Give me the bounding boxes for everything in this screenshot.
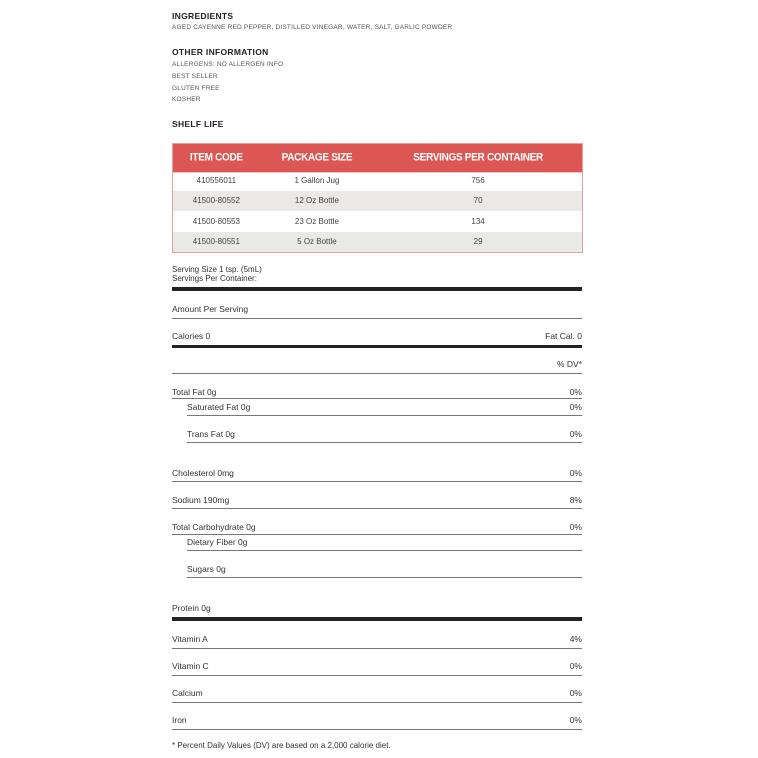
nutrient-row bbox=[172, 521, 582, 533]
nutrient-label: Total Fat 0g bbox=[172, 387, 217, 397]
calories-row bbox=[172, 330, 582, 342]
nutrient-label: Trans Fat 0g bbox=[187, 429, 235, 439]
nutrient-label: Total Carbohydrate 0g bbox=[172, 522, 256, 532]
nutrient-row bbox=[172, 494, 582, 506]
other-info-heading: OTHER INFORMATION bbox=[172, 47, 269, 57]
package-size: 23 Oz Bottle bbox=[294, 216, 339, 226]
nutrient-row bbox=[187, 401, 582, 413]
item-code: 41500-80553 bbox=[192, 216, 240, 226]
package-size: 5 Oz Bottle bbox=[260, 232, 374, 253]
divider bbox=[187, 442, 582, 443]
footnote: * Percent Daily Values (DV) are based on a 2,000 calorie diet. bbox=[172, 741, 391, 750]
nutrient-label: Sugars 0g bbox=[187, 564, 226, 574]
servings: 70 bbox=[374, 191, 582, 212]
nutrient-label: Dietary Fiber 0g bbox=[187, 537, 248, 547]
servings: 29 bbox=[374, 232, 582, 253]
nutrient-dv: 4% bbox=[569, 634, 582, 644]
nutrient-row bbox=[187, 428, 582, 440]
shelf-life-heading: SHELF LIFE bbox=[172, 119, 224, 129]
ingredients-heading: INGREDIENTS bbox=[172, 11, 234, 21]
divider bbox=[187, 415, 582, 416]
servings-per-container: Servings Per Container: bbox=[172, 274, 257, 283]
item-code: 410556011 bbox=[196, 175, 237, 185]
package-table bbox=[172, 143, 583, 253]
package-size: 1 Gallon Jug bbox=[294, 175, 340, 185]
column-header: ITEM CODE bbox=[173, 142, 260, 171]
nutrient-label: Sodium 190mg bbox=[172, 495, 230, 505]
item-code: 41500-80552 bbox=[173, 191, 260, 212]
column-header: PACKAGE SIZE bbox=[260, 142, 374, 171]
nutrient-label: Iron bbox=[172, 715, 187, 725]
divider bbox=[187, 550, 582, 551]
divider-thick bbox=[172, 287, 582, 291]
ingredients-text: AGED CAYENNE RED PEPPER, DISTILLED VINEGAR, WATER, SALT, GARLIC POWDER bbox=[172, 24, 453, 31]
dv-header: % DV* bbox=[556, 359, 582, 369]
nutrient-label: Protein 0g bbox=[172, 603, 211, 613]
nutrient-label: Cholesterol 0mg bbox=[172, 468, 234, 478]
column-header: SERVINGS PER CONTAINER bbox=[374, 142, 582, 171]
nutrient-dv: 0% bbox=[569, 402, 582, 412]
item-code: 41500-80551 bbox=[173, 232, 260, 253]
divider bbox=[172, 318, 582, 319]
nutrient-row bbox=[172, 386, 582, 398]
nutrient-row bbox=[187, 563, 582, 575]
nutrient-row bbox=[172, 714, 582, 726]
nutrient-dv: 0% bbox=[569, 429, 582, 439]
dv-header-row bbox=[172, 358, 582, 370]
nutrient-dv: 0% bbox=[569, 688, 582, 698]
servings: 134 bbox=[471, 216, 485, 226]
nutrient-row bbox=[172, 660, 582, 672]
nutrient-dv: 8% bbox=[569, 495, 582, 505]
table-header bbox=[173, 144, 583, 171]
nutrient-row bbox=[172, 633, 582, 645]
divider bbox=[172, 702, 582, 703]
divider bbox=[187, 577, 582, 578]
divider bbox=[172, 648, 582, 649]
divider bbox=[172, 481, 582, 482]
nutrient-row bbox=[172, 602, 582, 614]
servings: 756 bbox=[471, 175, 485, 185]
other-info-item: BEST SELLER bbox=[172, 73, 218, 80]
calories: Calories 0 bbox=[172, 331, 211, 341]
serving-size: Serving Size 1 tsp. (5mL) bbox=[172, 265, 262, 274]
amount-per-serving: Amount Per Serving bbox=[172, 304, 249, 314]
nutrient-label: Vitamin A bbox=[172, 634, 208, 644]
nutrient-label: Calcium bbox=[172, 688, 203, 698]
nutrient-dv: 0% bbox=[569, 468, 582, 478]
divider bbox=[172, 675, 582, 676]
fat-calories: Fat Cal. 0 bbox=[545, 331, 582, 341]
nutrient-label: Vitamin C bbox=[172, 661, 209, 671]
nutrient-dv: 0% bbox=[569, 715, 582, 725]
table-row bbox=[173, 232, 583, 253]
table-row bbox=[173, 170, 583, 191]
nutrient-row bbox=[172, 467, 582, 479]
other-info-item: ALLERGENS: NO ALLERGEN INFO bbox=[172, 61, 284, 68]
other-info-item: GLUTEN FREE bbox=[172, 85, 220, 92]
divider-thick bbox=[172, 345, 582, 348]
nutrient-row bbox=[172, 687, 582, 699]
divider bbox=[172, 398, 582, 399]
package-size: 12 Oz Bottle bbox=[260, 191, 374, 212]
divider bbox=[172, 534, 582, 535]
nutrient-row bbox=[187, 536, 582, 548]
divider-thick bbox=[172, 617, 582, 621]
nutrient-dv: 0% bbox=[569, 522, 582, 532]
nutrient-dv: 0% bbox=[569, 661, 582, 671]
nutrient-label: Saturated Fat 0g bbox=[187, 402, 251, 412]
nutrient-dv: 0% bbox=[569, 387, 582, 397]
table-row bbox=[173, 211, 583, 232]
divider bbox=[172, 729, 582, 730]
divider bbox=[172, 508, 582, 509]
divider bbox=[172, 373, 582, 374]
table-row bbox=[173, 191, 583, 212]
other-info-item: KOSHER bbox=[172, 96, 201, 103]
